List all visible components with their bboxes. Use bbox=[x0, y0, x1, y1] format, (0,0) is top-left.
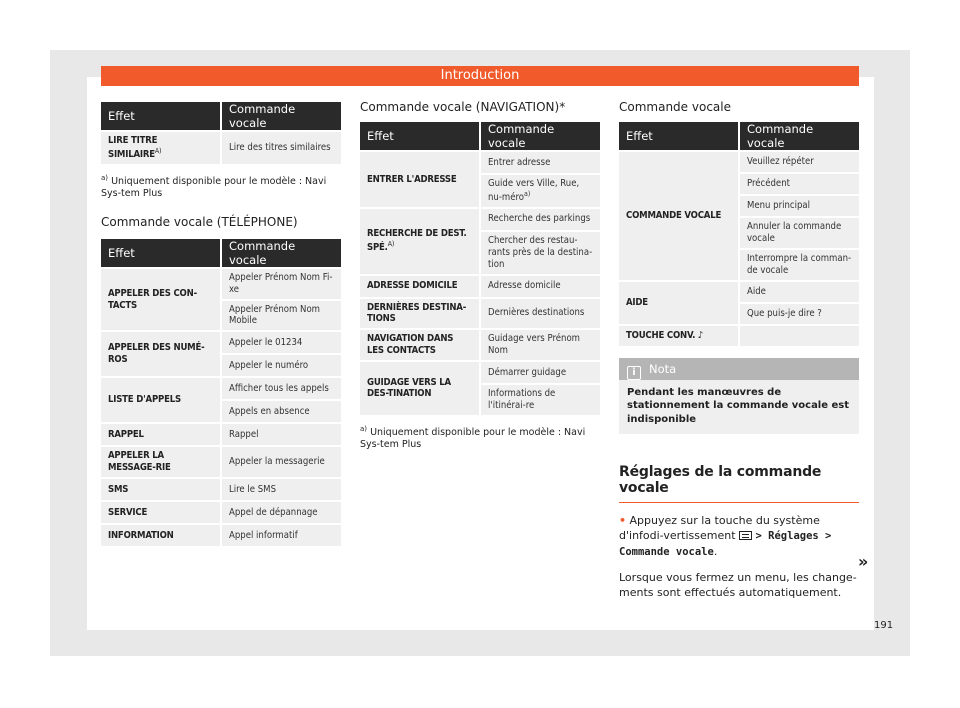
footnote bbox=[101, 174, 341, 201]
table-row bbox=[101, 132, 341, 164]
command-cell bbox=[740, 196, 859, 216]
command-cell bbox=[222, 424, 341, 445]
command-cell bbox=[481, 152, 600, 173]
page-number: 191 bbox=[874, 620, 894, 631]
effect-cell bbox=[101, 332, 220, 376]
command-label: Appel informatif bbox=[229, 529, 298, 541]
effect-label: GUIDAGE VERS LA DES-TINATION bbox=[367, 376, 451, 400]
table-row bbox=[101, 502, 341, 523]
table-head-command: Commande vocale bbox=[222, 239, 341, 267]
command-cell bbox=[740, 218, 859, 248]
command-label: Que puis-je dire ? bbox=[747, 307, 822, 319]
table-row bbox=[101, 479, 341, 500]
effect-label: APPELER DES NUMÉ-ROS bbox=[108, 342, 205, 366]
effect-cell bbox=[101, 479, 220, 500]
command-cell bbox=[481, 175, 600, 207]
table-head-effect: Effet bbox=[101, 102, 220, 130]
info-paragraph: Lorsque vous fermez un menu, les change-ments sont effectués automatiquement. bbox=[619, 570, 857, 600]
command-label: Chercher des restau-rants près de la destina-tion bbox=[488, 234, 593, 270]
bullet-icon: • bbox=[619, 514, 627, 527]
command-cell bbox=[740, 304, 859, 324]
effect-label: LISTE D'APPELS bbox=[108, 394, 181, 406]
command-label: Appeler le numéro bbox=[229, 359, 309, 371]
table-head-command: Commande vocale bbox=[222, 102, 341, 130]
effect-label: LIRE TITRE SIMILAIRE bbox=[108, 135, 158, 161]
table-row bbox=[619, 282, 859, 302]
effect-cell bbox=[360, 362, 479, 415]
command-cell bbox=[740, 174, 859, 194]
effect-label: AIDE bbox=[626, 296, 648, 308]
command-label: Dernières destinations bbox=[488, 307, 585, 319]
effect-cell bbox=[101, 502, 220, 523]
table-head-effect: Effet bbox=[619, 122, 738, 150]
table-row bbox=[101, 525, 341, 546]
footnote-ref: a) bbox=[524, 189, 531, 198]
table-row bbox=[360, 276, 600, 297]
table-row bbox=[360, 330, 600, 360]
command-cell bbox=[740, 282, 859, 302]
column-right bbox=[619, 100, 859, 601]
table-phone bbox=[99, 237, 343, 548]
effect-label: RAPPEL bbox=[108, 428, 144, 440]
table-navigation bbox=[358, 120, 602, 417]
talk-button-icon: ♪ bbox=[695, 329, 703, 341]
table-head-effect: Effet bbox=[360, 122, 479, 150]
command-cell bbox=[222, 401, 341, 422]
command-label: Recherche des parkings bbox=[488, 213, 591, 225]
command-cell bbox=[222, 332, 341, 353]
command-label: Précédent bbox=[747, 178, 790, 190]
table-voice-control bbox=[617, 120, 861, 348]
table-row bbox=[619, 326, 859, 346]
table-row bbox=[360, 299, 600, 329]
command-label: Lire des titres similaires bbox=[222, 132, 341, 164]
command-cell bbox=[481, 232, 600, 274]
effect-label: APPELER LA MESSAGE-RIE bbox=[108, 450, 171, 474]
effect-label: ADRESSE DOMICILE bbox=[367, 280, 458, 292]
instruction-paragraph bbox=[619, 513, 859, 560]
note-body: Pendant les manœuvres de stationnement la commande vocale est indisponible bbox=[627, 386, 850, 425]
command-cell bbox=[222, 301, 341, 331]
effect-label: APPELER DES CON-TACTS bbox=[108, 287, 197, 311]
command-label: Annuler la commande vocale bbox=[747, 221, 842, 244]
command-label: Informations de l'itinérai-re bbox=[488, 388, 556, 411]
command-cell bbox=[222, 269, 341, 299]
effect-cell bbox=[360, 299, 479, 329]
table-row bbox=[360, 362, 600, 383]
section-heading-navigation: Commande vocale (NAVIGATION)* bbox=[360, 100, 566, 114]
instruction-end: . bbox=[713, 545, 718, 559]
command-cell bbox=[222, 447, 341, 477]
column-middle bbox=[360, 100, 600, 452]
effect-cell bbox=[619, 326, 738, 346]
footnote-mark: a) bbox=[360, 424, 368, 433]
menu-key-icon bbox=[739, 531, 752, 540]
effect-cell bbox=[101, 424, 220, 445]
command-cell bbox=[222, 378, 341, 399]
effect-label: INFORMATION bbox=[108, 529, 174, 541]
effect-label: ENTRER L'ADRESSE bbox=[367, 173, 457, 185]
table-similar-titles bbox=[99, 100, 343, 166]
chapter-banner: Introduction bbox=[101, 66, 859, 86]
command-cell bbox=[481, 385, 600, 415]
table-row bbox=[360, 209, 600, 230]
table-row bbox=[360, 152, 600, 173]
effect-cell bbox=[360, 330, 479, 360]
command-cell bbox=[481, 276, 600, 297]
effect-cell bbox=[360, 209, 479, 274]
command-cell bbox=[740, 326, 859, 346]
command-cell bbox=[740, 152, 859, 172]
command-label: Aide bbox=[747, 285, 766, 297]
effect-label: DERNIÈRES DESTINA-TIONS bbox=[367, 301, 467, 325]
table-row bbox=[101, 378, 341, 399]
effect-cell bbox=[101, 378, 220, 422]
section-heading-phone: Commande vocale (TÉLÉPHONE) bbox=[101, 214, 298, 229]
table-row bbox=[101, 332, 341, 353]
table-row bbox=[619, 152, 859, 172]
effect-label: COMMANDE VOCALE bbox=[626, 209, 722, 221]
effect-cell bbox=[619, 152, 738, 280]
footnote-text: Uniquement disponible pour le modèle : Navi Sys-tem Plus bbox=[360, 426, 586, 451]
table-row bbox=[101, 424, 341, 445]
command-cell bbox=[740, 250, 859, 280]
command-label: Adresse domicile bbox=[488, 280, 561, 292]
effect-label: SERVICE bbox=[108, 506, 148, 518]
command-label: Veuillez répéter bbox=[747, 156, 814, 168]
command-cell bbox=[222, 525, 341, 546]
command-label: Appel de dépannage bbox=[229, 506, 318, 518]
command-cell bbox=[481, 362, 600, 383]
effect-cell bbox=[101, 525, 220, 546]
effect-label: NAVIGATION DANS LES CONTACTS bbox=[367, 333, 454, 357]
table-head-command: Commande vocale bbox=[481, 122, 600, 150]
command-label: Démarrer guidage bbox=[488, 366, 567, 378]
command-label: Lire le SMS bbox=[229, 483, 276, 495]
command-label: Appeler Prénom Nom Mobile bbox=[229, 303, 321, 327]
info-icon: i bbox=[627, 366, 641, 380]
effect-cell bbox=[360, 276, 479, 297]
command-cell bbox=[481, 299, 600, 329]
footnote-ref: A) bbox=[154, 146, 162, 155]
section-title: Réglages de la commande vocale bbox=[619, 448, 859, 503]
command-label: Afficher tous les appels bbox=[229, 382, 329, 394]
note-box bbox=[619, 358, 859, 435]
command-label: Interrompre la comman-de vocale bbox=[747, 252, 852, 276]
table-row bbox=[101, 269, 341, 299]
command-label: Guide vers Ville, Rue, nu-méro bbox=[488, 178, 580, 204]
footnote-ref: A) bbox=[387, 240, 395, 249]
command-cell bbox=[481, 209, 600, 230]
table-row bbox=[101, 447, 341, 477]
command-cell bbox=[222, 479, 341, 500]
effect-cell bbox=[619, 282, 738, 324]
menu-path: > Réglages > Commande vocale bbox=[619, 530, 832, 559]
command-label: Appeler le 01234 bbox=[229, 336, 303, 348]
command-cell bbox=[222, 502, 341, 523]
note-header bbox=[619, 358, 859, 380]
command-label: Menu principal bbox=[747, 200, 811, 212]
command-cell bbox=[222, 355, 341, 376]
footnote-text: Uniquement disponible pour le modèle : Navi Sys-tem Plus bbox=[101, 176, 327, 200]
effect-cell bbox=[101, 269, 220, 331]
command-cell bbox=[481, 330, 600, 360]
column-left bbox=[101, 100, 341, 548]
table-head-effect: Effet bbox=[101, 239, 220, 267]
table-head-command: Commande vocale bbox=[740, 122, 859, 150]
command-label: Appeler Prénom Nom Fi-xe bbox=[229, 271, 333, 295]
effect-label: RECHERCHE DE DEST. SPÉ. bbox=[367, 228, 467, 254]
command-label: Appels en absence bbox=[229, 405, 310, 417]
note-title: Nota bbox=[649, 361, 677, 376]
section-heading-voice: Commande vocale bbox=[619, 100, 731, 114]
command-label: Rappel bbox=[229, 428, 259, 440]
continue-mark: » bbox=[858, 552, 869, 571]
instruction-text: Appuyez sur la touche du système d'infodi-vertissement bbox=[619, 514, 820, 543]
footnote-mark: a) bbox=[101, 173, 109, 182]
command-label: Guidage vers Prénom Nom bbox=[488, 333, 580, 357]
command-label: Appeler la messagerie bbox=[229, 456, 325, 468]
effect-cell bbox=[101, 447, 220, 477]
effect-cell bbox=[360, 152, 479, 207]
command-label: Entrer adresse bbox=[488, 156, 551, 168]
effect-label: TOUCHE CONV. bbox=[626, 329, 696, 341]
footnote bbox=[360, 425, 600, 452]
effect-label: SMS bbox=[108, 483, 129, 495]
